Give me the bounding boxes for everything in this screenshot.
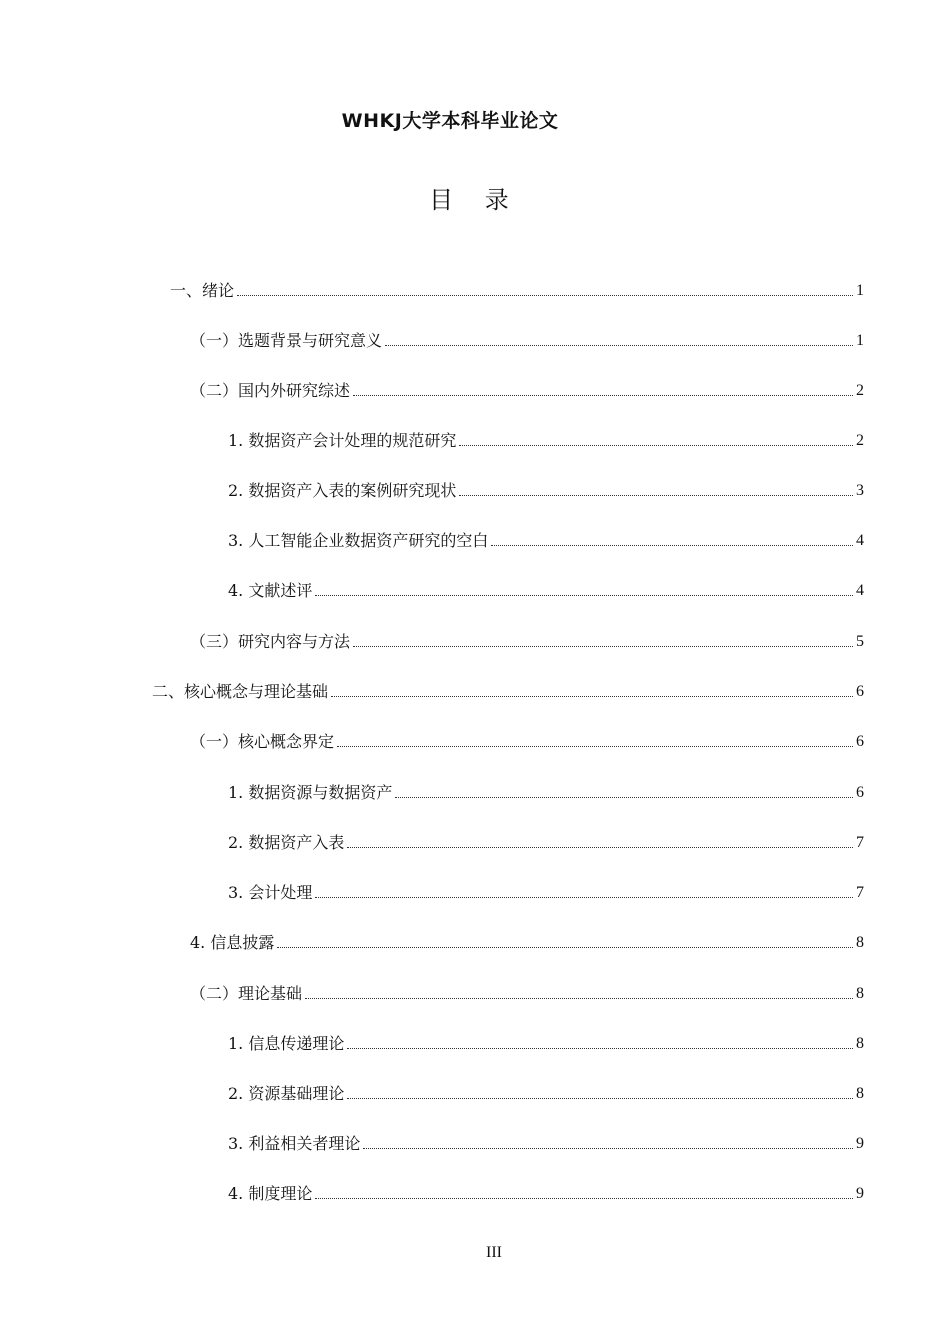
toc-entry-page: 7 [856, 834, 864, 851]
toc-entry[interactable] [228, 522, 864, 552]
toc-entry-page: 2 [856, 432, 864, 449]
toc-leader-dots [353, 395, 853, 396]
toc-entry[interactable] [228, 1075, 864, 1105]
toc-entry-label: （一）核心概念界定 [190, 732, 335, 751]
toc-entry[interactable] [228, 572, 864, 602]
toc-entry-page: 9 [856, 1185, 864, 1202]
toc-leader-dots [315, 1198, 853, 1199]
toc-leader-dots [491, 545, 853, 546]
toc-entry[interactable] [228, 422, 864, 452]
toc-entry[interactable] [190, 723, 864, 753]
toc-entry-label: 2. 数据资产入表 [228, 833, 345, 852]
toc-entry-page: 8 [856, 1085, 864, 1102]
toc-entry-label: 2. 数据资产入表的案例研究现状 [228, 481, 457, 500]
toc-entry-label: 4. 制度理论 [228, 1184, 313, 1203]
toc-entry[interactable] [228, 1025, 864, 1055]
toc-leader-dots [353, 646, 853, 647]
toc-entry[interactable] [228, 1125, 864, 1155]
toc-entry-page: 6 [856, 784, 864, 801]
toc-entry-page: 7 [856, 884, 864, 901]
toc-entry-label: 1. 数据资源与数据资产 [228, 783, 393, 802]
toc-entry-label: 4. 信息披露 [190, 933, 275, 952]
toc-entry-label: 一、绪论 [170, 281, 235, 300]
toc-entry[interactable] [170, 272, 864, 302]
toc-entry-label: （三）研究内容与方法 [190, 632, 351, 651]
toc-entry-page: 1 [856, 332, 864, 349]
toc-entry-label: （二）理论基础 [190, 984, 303, 1003]
toc-entry-label: 1. 数据资产会计处理的规范研究 [228, 431, 457, 450]
toc-leader-dots [395, 797, 853, 798]
toc-entry-page: 6 [856, 733, 864, 750]
toc-leader-dots [363, 1148, 853, 1149]
toc-entry[interactable] [190, 322, 864, 352]
toc-entry[interactable] [190, 372, 864, 402]
toc-leader-dots [277, 947, 853, 948]
toc-entry-page: 5 [856, 633, 864, 650]
toc-leader-dots [459, 495, 853, 496]
toc-entry[interactable] [228, 1175, 864, 1205]
toc-leader-dots [347, 1098, 853, 1099]
toc-entry[interactable] [228, 874, 864, 904]
toc-entry[interactable] [190, 924, 864, 954]
toc-entry-label: 3. 会计处理 [228, 883, 313, 902]
toc-entry[interactable] [228, 472, 864, 502]
toc-entry-page: 1 [856, 282, 864, 299]
toc-entry[interactable] [190, 623, 864, 653]
toc-entry-page: 3 [856, 482, 864, 499]
toc-entry-label: 1. 信息传递理论 [228, 1034, 345, 1053]
toc-entry[interactable] [228, 824, 864, 854]
toc-entry-page: 8 [856, 1035, 864, 1052]
toc-entry-page: 8 [856, 985, 864, 1002]
footer-page-number: III [486, 1244, 502, 1261]
toc-leader-dots [347, 847, 853, 848]
toc-leader-dots [315, 897, 853, 898]
toc-entry-page: 6 [856, 683, 864, 700]
toc-leader-dots [337, 746, 853, 747]
toc-entry-label: 3. 利益相关者理论 [228, 1134, 361, 1153]
toc-entry-label: （一）选题背景与研究意义 [190, 331, 383, 350]
toc-leader-dots [331, 696, 853, 697]
toc-entry-label: 2. 资源基础理论 [228, 1084, 345, 1103]
toc-entry-label: 二、核心概念与理论基础 [152, 682, 329, 701]
toc-leader-dots [237, 295, 853, 296]
toc-heading: 目 录 [429, 186, 521, 214]
toc-leader-dots [305, 998, 853, 999]
toc-leader-dots [347, 1048, 853, 1049]
toc-entry-page: 4 [856, 582, 864, 599]
toc-leader-dots [459, 445, 853, 446]
toc-entry-page: 9 [856, 1135, 864, 1152]
toc-entry-page: 4 [856, 532, 864, 549]
toc-entry[interactable] [152, 673, 864, 703]
toc-entry-label: 3. 人工智能企业数据资产研究的空白 [228, 531, 489, 550]
toc-entry-label: 4. 文献述评 [228, 581, 313, 600]
toc-entry-page: 8 [856, 934, 864, 951]
toc-leader-dots [385, 345, 853, 346]
toc-entry-label: （二）国内外研究综述 [190, 381, 351, 400]
document-header-title: WHKJ大学本科毕业论文 [341, 110, 559, 132]
toc-leader-dots [315, 595, 853, 596]
toc-entry-page: 2 [856, 382, 864, 399]
toc-entry[interactable] [190, 975, 864, 1005]
toc-entry[interactable] [228, 774, 864, 804]
